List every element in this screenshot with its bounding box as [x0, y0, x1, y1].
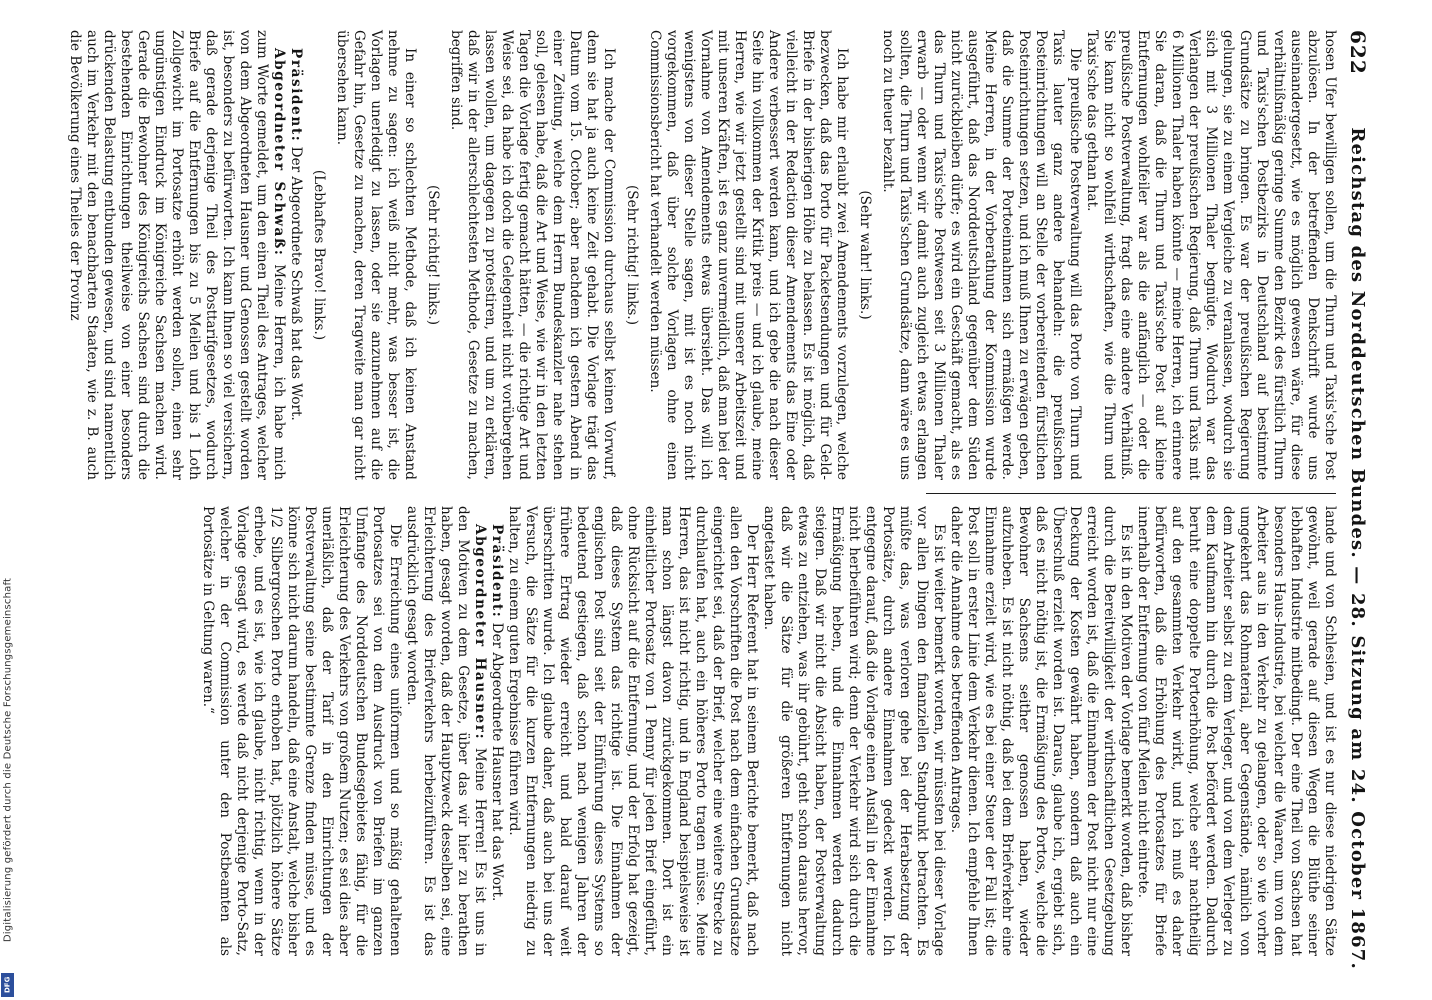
speech-text: Meine Herren! Es ist uns in den Motiven zu dem Gesetze, über das wir hier zu berathen haben, gesagt worden, daß der Hauptzweck desselben sei, eine Erleichterung des Briefverkehrs herbeizuführen. Es ist das ausdrücklich gesagt worden.: [404, 506, 488, 956]
left-text-column: [67, 30, 1338, 480]
paragraph: Die preußische Postverwaltung will das Porto von Thurn und Taxis lauter ganz andere behandeln: die preußischen Posteinrichtungen will an Stelle der vorbereitenden fürstlichen Posteinrichtungen setzen, und ich muß Ihnen zu erwägen geben, daß die Summe der Portoeinnahmen sich ermäßigen werde. Meine Herren, in der Vorberathung der Kommission wurde ausgeführt, daß das Norddeutschland gegenüber dem Süden nicht zurückbleiben dürfe; es wird ein Geschäft gemacht, als es das Thurn und Taxis'sche Postwesen seit 3 Millionen Thaler erwarb — oder wenn wir damit auch zugleich etwas erlangen sollten, die Thurn und Taxis'schen Grundsätze, dann wäre es uns noch zu theuer bezahlt.: [880, 30, 1083, 480]
paragraph: Ich mache der Commission durchaus selbst keinen Vorwurf, denn sie hat ja auch keine Zeit gehabt. Die Vorlage trägt das Datum vom 15. October; aber nachdem ich gestern Abend in einer Zeitung, welche dem Herrn Bundeskanzler nahe stehen soll, gelesen habe, daß die Art und Weise, wie wir in den letzten Tagen die Vorlage fertig gemacht hätten, — die richtige Art und Weise sei, da habe ich doch die Gelegenheit nicht vorübergehen lassen wollen, um dagegen zu protestiren, und um zu erklären, daß wir in der allerschlechtesten Methode, Gesetze zu machen, begriffen sind.: [448, 30, 617, 480]
digitization-credit: Digitalisierung gefördert durch die Deutsche Forschungsgemeinschaft: [2, 577, 14, 943]
paragraph: In einer so schlechten Methode, daß ich keinen Anstand nehme zu sagen: ich weiß nicht mehr, was besser ist, die Vorlagen unerledigt zu lassen, oder sie anzunehmen auf die Gefahr hin, Gesetze zu machen, deren Tragweite man gar nicht übersehen kann.: [334, 30, 418, 480]
column-divider: [926, 493, 1336, 494]
paragraph: Der Herr Referent hat in seinem Berichte bemerkt, daß nach allen den Vorschriften die Post nach dem einfachen Grundsatze eingerichtet sei, daß der Brief, welcher eine weitere Strecke zu durchlaufen hat, auch ein höheres Porto tragen müsse. Meine Herren, das ist nicht richtig, und in England beispielsweise ist man schon längst davon zurückgekommen. Dort ist ein einheitlicher Portosatz von 1 Penny für jeden Brief eingeführt, ohne Rücksicht auf die Entfernung, und der Erfolg hat gezeigt, daß dieses System das richtige ist. Die Einnahmen der englischen Post sind seit der Einführung dieses Systems so bedeutend gestiegen, daß schon nach wenigen Jahren der frühere Ertrag wieder erreicht und bald darauf weit überschritten wurde. Ich glaube daher, daß auch bei uns der Versuch, die Sätze für die kurzen Entfernungen niedrig zu halten, zu einem guten Ergebnisse führen wird.: [506, 506, 760, 956]
interjection: (Sehr richtig! links.): [425, 184, 441, 326]
speaker-paragraph: [403, 506, 488, 956]
right-text-column: [76, 506, 1338, 956]
speaker-paragraph: [488, 506, 505, 956]
paragraph: hosen Ufer bewilligen sollen, um die Thurn und Taxis'sche Post abzulösen. In der betreffenden Denkschrift wurde uns auseinandergesetzt, wie es möglich gewesen wäre, für diese verhältnißmäßig geringe Summe den Bezirk des fürstlich Thurn und Taxis'schen Postbezirks in Deutschland auf bestimmte Grundsätze zu bringen. Es war der preußischen Regierung gelungen, sie zu einem Vergleiche zu veranlassen, wodurch sie sich mit 3 Millionen Thaler begnügte. Wodurch war das Verlangen der preußischen Regierung, daß Thurn und Taxis mit 6 Millionen Thaler haben könnte — meine Herren, ich erinnere Sie daran, daß die Thurn und Taxis'sche Post auf kleine Entfernungen wohlfeiler war als die anfänglich — oder die preußische Postverwaltung, fragt das eine andere Verhältniß. Sie kann nicht so wohlfeil wirthschaften, wie die Thurn und Taxis'sche das gethan hat.: [1084, 30, 1338, 480]
paragraph: Es ist in den Motiven der Vorlage bemerkt worden, daß bisher durch die Bereitwilligkeit der wirthschaftlichen Gesetzgebung erreicht worden ist, daß die Einnahmen der Post nicht nur eine Deckung der Kosten gewährt haben, sondern daß auch ein Überschuß erzielt worden ist. Daraus, glaube ich, ergiebt sich, daß es nicht nöthig ist, die Ermäßigung des Portos, welche die Bewohner Sachsens seither genossen haben, wieder aufzuheben. Es ist nicht nöthig, daß bei dem Briefverkehr eine Einnahme erzielt wird, wie es bei einer Steuer der Fall ist; die Post soll in erster Linie dem Verkehr dienen. Ich empfehle Ihnen daher die Annahme des betreffenden Antrages.: [948, 506, 1134, 956]
speaker-paragraph: [66, 30, 287, 480]
page-header: [1344, 30, 1372, 970]
digitization-credit-strip: [0, 0, 16, 1000]
running-head: Reichstag des Norddeutschen Bundes. — 28. Sitzung am 24. October 1867.: [1347, 127, 1369, 970]
interjection: (Sehr wahr! links.): [857, 190, 873, 320]
speaker-paragraph: [287, 30, 304, 480]
dfg-logo: DFG: [1, 973, 14, 997]
speaker-name: Abgeordneter Hausner:: [472, 524, 488, 741]
speaker-name: Präsident:: [489, 524, 505, 619]
paragraph: lande und von Schlesien, und ist es nur diese niedrigen Sätze gewöhnt, weil gerade auf diesen Wegen die Blüthe seiner lebhaften Industrie mitbedingt. Der eine Theil von Sachsen hat besonders Haus-Industrie, bei welcher die Waaren, um von dem Arbeiter aus in den Verkehr zu gelangen, oder so wie vorher umgekehrt das Rohmaterial, aber Gegenstände, nämlich von dem Arbeiter selbst zu dem Verleger, und von dem Verleger zu dem Kaufmann hin durch die Post befördert werden. Dadurch beruht eine doppelte Portoerhöhung, welche sehr nachtheilig auf den gesammten Verkehr wirkt, und ich muß es daher befürworten, daß die Erhöhung des Portosatzes für Briefe innerhalb der Entfernung von fünf Meilen nicht eintrete.: [1135, 506, 1338, 956]
speech-text: Meine Herren, ich habe mich zum Worte gemeldet, um den einen Theil des Antrages, welcher von dem Abgeordneten Hausner und Genossen gestellt worden ist, besonders zu befürworten. Ich kann Ihnen so viel versichern, daß gerade derjenige Theil des Posttarifgesetzes, wodurch Briefe auf die Entfernungen bis zu 5 Meilen und bis 1 Loth Zollgewicht im Portosatze erhöht werden sollen, einen sehr ungünstigen Eindruck im Königreiche Sachsen machen wird. Gerade die Bewohner des Königreichs Sachsen sind durch die bestehenden Einrichtungen theilweise von einer besonders drückenden Belastung entbunden gewesen, und sind namentlich auch im Verkehr mit den benachbarten Staaten, wie z. B. auch die Bevölkerung eines Theiles der Provinz: [67, 30, 287, 480]
speaker-name: Abgeordneter Schwaß:: [271, 48, 287, 257]
interjection: (Sehr richtig! links.): [624, 184, 640, 326]
speech-text: Der Abgeordnete Hausner hat das Wort.: [489, 622, 505, 902]
paragraph: Die Erreichung eines uniformen und so mäßig gehaltenen Portosatzes sei von dem Ausdruck von Briefen im ganzen Umfange des Norddeutschen Bundesgebietes fähig, für die Erleichterung des Verkehrs von großem Nutzen; es sei dies aber unerläßlich, daß der Tarif in den Einrichtungen der Postverwaltung seine bestimmte Grenze finden müsse, und es könne sich nicht darum handeln, daß eine Anstalt, welche bisher 1/2 Silbergroschen Porto erhoben hat, plötzlich höhere Sätze erhebe, und es ist, wie ich glaube, nicht richtig, wenn in der Vorlage gesagt wird, es werde daß nicht derjenige Porto-Satz, welcher in der Commission unter den Postbeamten als Portosätze in Geltung waren.“: [200, 506, 403, 956]
speech-text: Der Abgeordnete Schwaß hat das Wort.: [288, 146, 304, 421]
paragraph: Es ist weiter bemerkt worden, wir müssten bei dieser Vorlage vor allen Dingen den finanziellen Standpunkt betrachten. Es müßte das, was verloren gehe bei der Herabsetzung der Portosätze, durch andere Einnahmen gedeckt werden. Ich entgegne darauf, daß die Vorlage einen Ausfall in der Einnahme nicht herbeiführen wird; denn der Verkehr wird sich durch die Ermäßigung heben, und die Einnahmen werden dadurch steigen. Daß wir nicht die Absicht haben, der Postverwaltung etwas zu entziehen, was ihr gebührt, geht schon daraus hervor, daß wir die Sätze für die größeren Entfernungen nicht angetastet haben.: [761, 506, 947, 956]
paragraph: Ich habe mir erlaubt zwei Amendements vorzulegen, welche bezwecken, daß das Porto für Packetsendungen und für Geld-Briefe in der bisherigen Höhe zu belassen. Es ist möglich, daß vielleicht in der Redaction dieser Amendements das Eine oder Andere verbessert werden kann, und ich gebe die nach dieser Seite hin vollkommen der Kritik preis — und ich glaube, meine Herren, wie wir jetzt gestellt sind mit unserer Arbeitszeit und mit unseren Kräften, ist es ganz unvermeidlich, daß man bei der Vornahme von Amendements etwas übersieht. Das will ich wenigstens von dieser Stelle sagen, mit ist es noch nicht vorgekommen, daß über solche Vorlagen ohne einen Commissionsbericht hat verhandelt werden müssen.: [647, 30, 850, 480]
page-sheet: [66, 20, 1378, 980]
scanned-page: [66, 20, 1378, 980]
page-number: 622: [1346, 30, 1370, 75]
speaker-name: Präsident:: [288, 48, 304, 143]
interjection: (Lebhaftes Bravo! links.): [311, 169, 327, 341]
